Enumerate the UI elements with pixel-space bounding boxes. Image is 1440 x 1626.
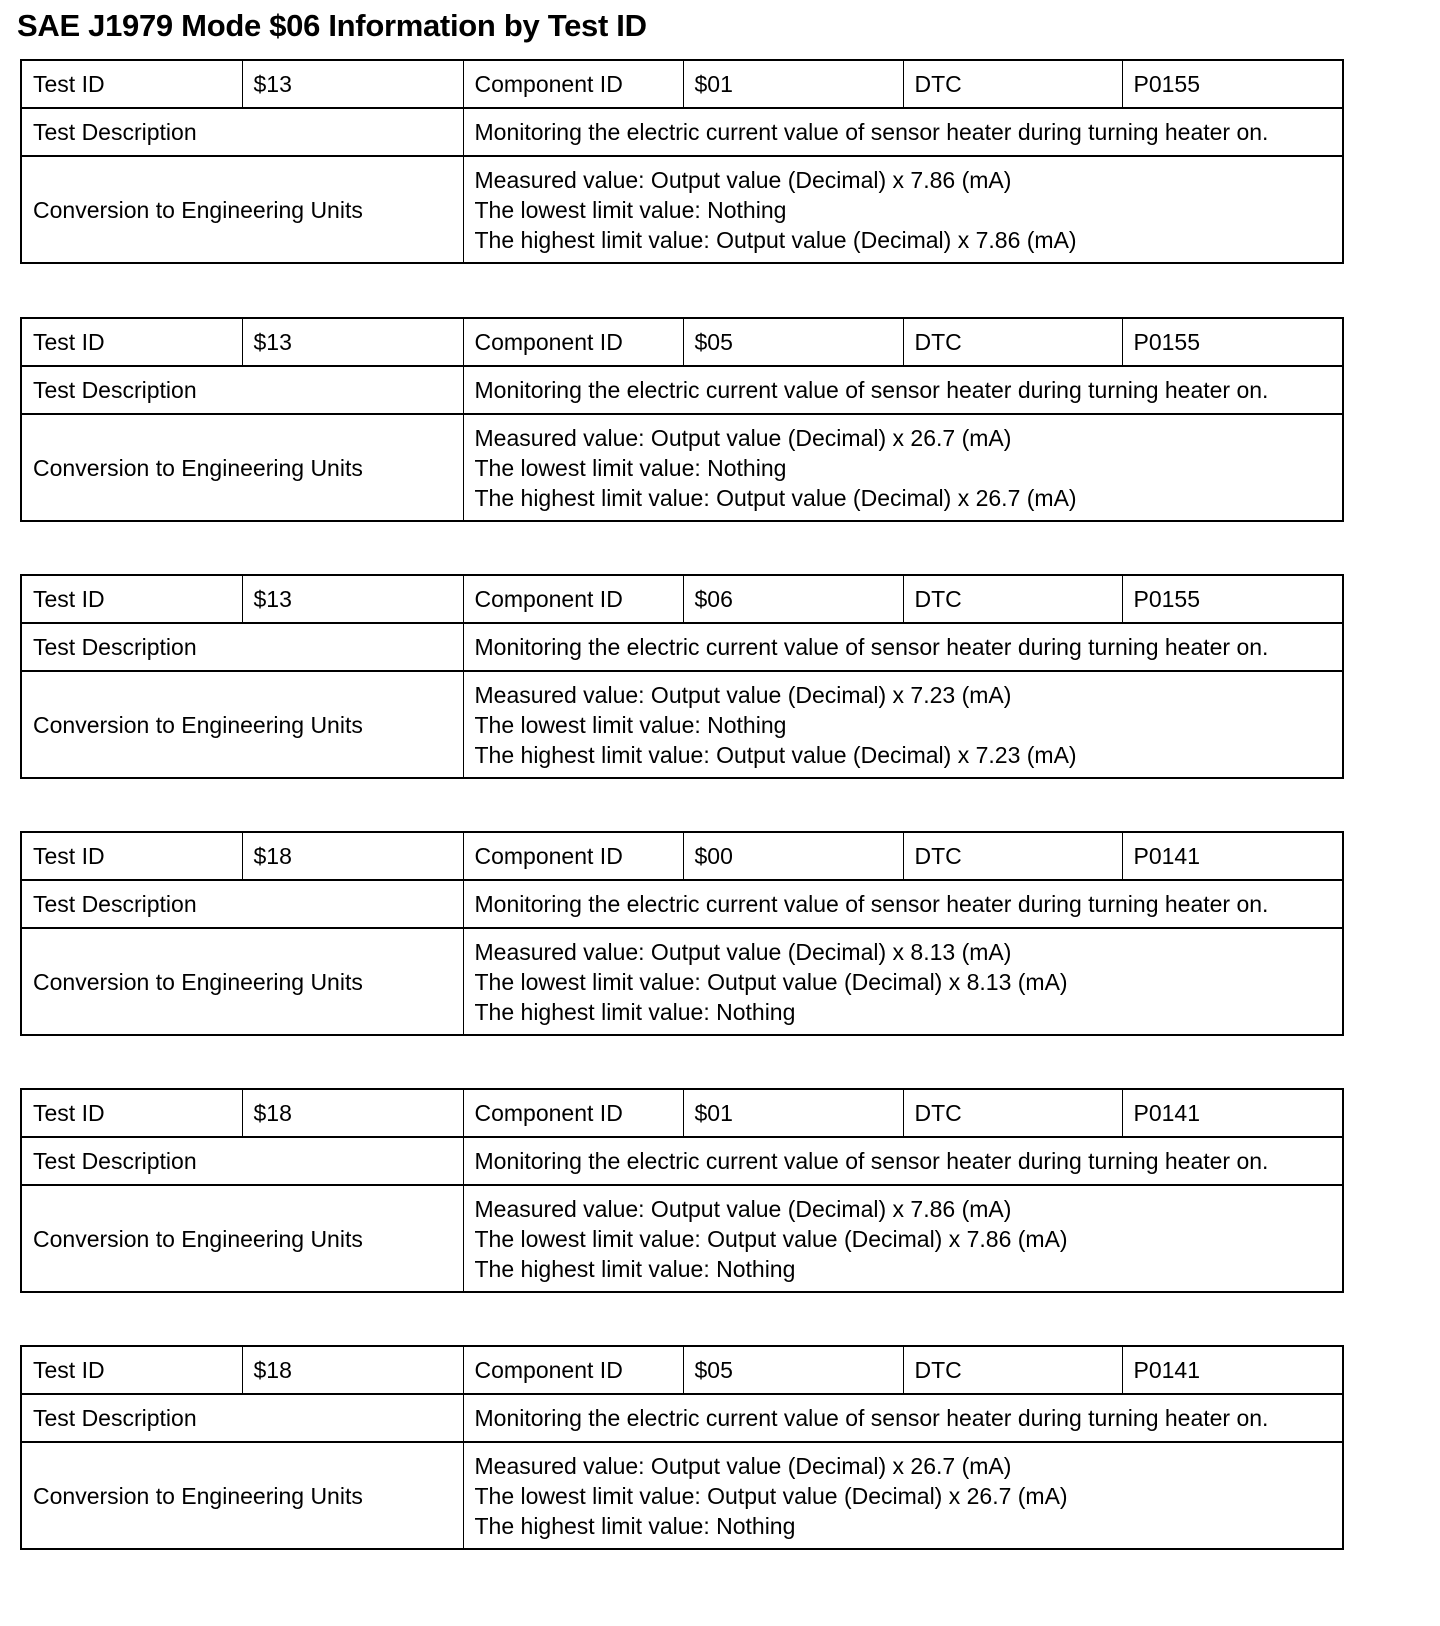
id-row bbox=[21, 60, 1343, 108]
test-description-value: Monitoring the electric current value of sensor heater during turning heater on. bbox=[463, 880, 1343, 928]
conversion-value bbox=[463, 928, 1343, 1035]
component-id-label: Component ID bbox=[463, 1089, 683, 1137]
lowest-limit-line: The lowest limit value: Output value (Decimal) x 26.7 (mA) bbox=[474, 1482, 1068, 1509]
id-row bbox=[21, 1089, 1343, 1137]
test-id-value: $13 bbox=[242, 60, 463, 108]
test-id-value: $13 bbox=[242, 575, 463, 623]
lowest-limit-line: The lowest limit value: Output value (Decimal) x 8.13 (mA) bbox=[474, 968, 1068, 995]
conversion-label: Conversion to Engineering Units bbox=[21, 928, 463, 1035]
test-description-label: Test Description bbox=[21, 1137, 463, 1185]
component-id-value: $01 bbox=[683, 1089, 903, 1137]
dtc-label: DTC bbox=[903, 1346, 1122, 1394]
test-id-value: $18 bbox=[242, 832, 463, 880]
test-id-table bbox=[20, 574, 1344, 779]
conversion-value bbox=[463, 671, 1343, 778]
dtc-value: P0141 bbox=[1122, 832, 1343, 880]
dtc-value: P0141 bbox=[1122, 1089, 1343, 1137]
description-row bbox=[21, 880, 1343, 928]
description-row bbox=[21, 366, 1343, 414]
conversion-value bbox=[463, 1442, 1343, 1549]
test-id-table bbox=[20, 317, 1344, 522]
dtc-value: P0155 bbox=[1122, 60, 1343, 108]
test-id-value: $13 bbox=[242, 318, 463, 366]
component-id-value: $01 bbox=[683, 60, 903, 108]
lowest-limit-line: The lowest limit value: Output value (Decimal) x 7.86 (mA) bbox=[474, 1225, 1068, 1252]
test-description-value: Monitoring the electric current value of sensor heater during turning heater on. bbox=[463, 108, 1343, 156]
test-id-table bbox=[20, 1345, 1344, 1550]
test-description-value: Monitoring the electric current value of sensor heater during turning heater on. bbox=[463, 623, 1343, 671]
test-id-value: $18 bbox=[242, 1089, 463, 1137]
conversion-row bbox=[21, 1185, 1343, 1292]
test-id-label: Test ID bbox=[21, 575, 242, 623]
id-row bbox=[21, 575, 1343, 623]
highest-limit-line: The highest limit value: Output value (Decimal) x 7.86 (mA) bbox=[474, 226, 1077, 253]
test-description-value: Monitoring the electric current value of sensor heater during turning heater on. bbox=[463, 366, 1343, 414]
test-description-label: Test Description bbox=[21, 366, 463, 414]
conversion-row bbox=[21, 414, 1343, 521]
test-id-label: Test ID bbox=[21, 1089, 242, 1137]
test-description-value: Monitoring the electric current value of sensor heater during turning heater on. bbox=[463, 1137, 1343, 1185]
component-id-value: $05 bbox=[683, 1346, 903, 1394]
conversion-value bbox=[463, 1185, 1343, 1292]
test-id-label: Test ID bbox=[21, 60, 242, 108]
highest-limit-line: The highest limit value: Nothing bbox=[474, 998, 796, 1025]
measured-value-line: Measured value: Output value (Decimal) x 7.86 (mA) bbox=[474, 1195, 1012, 1222]
dtc-label: DTC bbox=[903, 318, 1122, 366]
dtc-label: DTC bbox=[903, 60, 1122, 108]
id-row bbox=[21, 832, 1343, 880]
dtc-value: P0141 bbox=[1122, 1346, 1343, 1394]
dtc-value: P0155 bbox=[1122, 575, 1343, 623]
conversion-row bbox=[21, 671, 1343, 778]
conversion-value bbox=[463, 156, 1343, 263]
dtc-value: P0155 bbox=[1122, 318, 1343, 366]
component-id-label: Component ID bbox=[463, 318, 683, 366]
highest-limit-line: The highest limit value: Nothing bbox=[474, 1255, 796, 1282]
lowest-limit-line: The lowest limit value: Nothing bbox=[474, 454, 787, 481]
measured-value-line: Measured value: Output value (Decimal) x 7.86 (mA) bbox=[474, 166, 1012, 193]
conversion-row bbox=[21, 928, 1343, 1035]
test-description-label: Test Description bbox=[21, 108, 463, 156]
component-id-value: $06 bbox=[683, 575, 903, 623]
test-id-table bbox=[20, 59, 1344, 264]
component-id-value: $00 bbox=[683, 832, 903, 880]
conversion-label: Conversion to Engineering Units bbox=[21, 414, 463, 521]
test-id-value: $18 bbox=[242, 1346, 463, 1394]
test-id-table bbox=[20, 1088, 1344, 1293]
lowest-limit-line: The lowest limit value: Nothing bbox=[474, 196, 787, 223]
dtc-label: DTC bbox=[903, 1089, 1122, 1137]
id-row bbox=[21, 1346, 1343, 1394]
component-id-label: Component ID bbox=[463, 575, 683, 623]
conversion-row bbox=[21, 156, 1343, 263]
test-description-value: Monitoring the electric current value of sensor heater during turning heater on. bbox=[463, 1394, 1343, 1442]
conversion-label: Conversion to Engineering Units bbox=[21, 1442, 463, 1549]
highest-limit-line: The highest limit value: Output value (Decimal) x 26.7 (mA) bbox=[474, 484, 1077, 511]
test-id-label: Test ID bbox=[21, 1346, 242, 1394]
measured-value-line: Measured value: Output value (Decimal) x 8.13 (mA) bbox=[474, 938, 1012, 965]
lowest-limit-line: The lowest limit value: Nothing bbox=[474, 711, 787, 738]
measured-value-line: Measured value: Output value (Decimal) x 26.7 (mA) bbox=[474, 424, 1012, 451]
measured-value-line: Measured value: Output value (Decimal) x 26.7 (mA) bbox=[474, 1452, 1012, 1479]
description-row bbox=[21, 1394, 1343, 1442]
description-row bbox=[21, 623, 1343, 671]
highest-limit-line: The highest limit value: Output value (Decimal) x 7.23 (mA) bbox=[474, 741, 1077, 768]
test-description-label: Test Description bbox=[21, 623, 463, 671]
component-id-label: Component ID bbox=[463, 832, 683, 880]
test-description-label: Test Description bbox=[21, 880, 463, 928]
description-row bbox=[21, 1137, 1343, 1185]
component-id-value: $05 bbox=[683, 318, 903, 366]
conversion-row bbox=[21, 1442, 1343, 1549]
highest-limit-line: The highest limit value: Nothing bbox=[474, 1512, 796, 1539]
test-id-label: Test ID bbox=[21, 832, 242, 880]
description-row bbox=[21, 108, 1343, 156]
conversion-label: Conversion to Engineering Units bbox=[21, 156, 463, 263]
conversion-label: Conversion to Engineering Units bbox=[21, 1185, 463, 1292]
component-id-label: Component ID bbox=[463, 60, 683, 108]
test-id-table bbox=[20, 831, 1344, 1036]
page-title: SAE J1979 Mode $06 Information by Test ID bbox=[17, 8, 647, 43]
measured-value-line: Measured value: Output value (Decimal) x 7.23 (mA) bbox=[474, 681, 1012, 708]
dtc-label: DTC bbox=[903, 832, 1122, 880]
test-description-label: Test Description bbox=[21, 1394, 463, 1442]
test-id-label: Test ID bbox=[21, 318, 242, 366]
dtc-label: DTC bbox=[903, 575, 1122, 623]
id-row bbox=[21, 318, 1343, 366]
component-id-label: Component ID bbox=[463, 1346, 683, 1394]
conversion-value bbox=[463, 414, 1343, 521]
conversion-label: Conversion to Engineering Units bbox=[21, 671, 463, 778]
